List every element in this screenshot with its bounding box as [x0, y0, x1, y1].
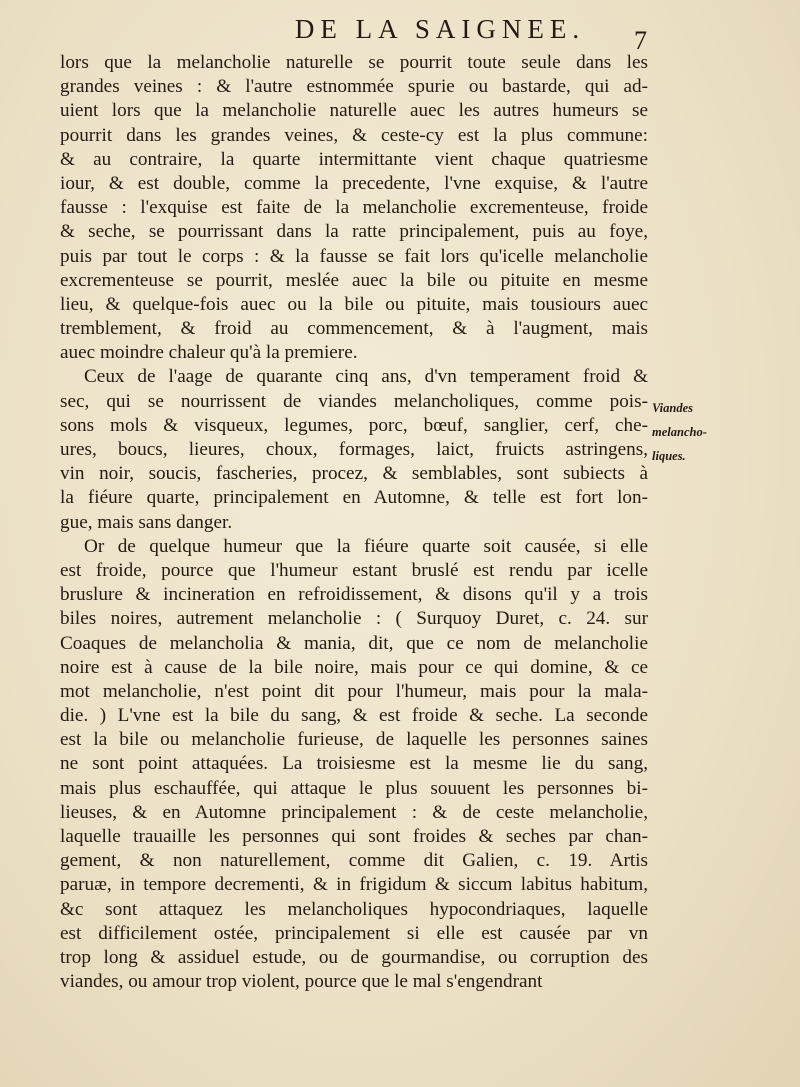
text-line: excrementeuse se pourrit, meslée auec la bile ou pituite en mesme — [60, 269, 648, 291]
text-line: biles noires, autrement melancholie : ( Surquoy Duret, c. 24. sur — [60, 608, 648, 630]
margin-note — [652, 396, 772, 468]
text-line: sons mols & visqueux, legumes, porc, bœuf, sanglier, cerf, che- — [60, 414, 648, 436]
text-line: Ceux de l'aage de quarante cinq ans, d'vn temperament froid & — [84, 366, 648, 388]
margin-note-line: Viandes — [652, 401, 693, 415]
text-line: die. ) L'vne est la bile du sang, & est froide & seche. La seconde — [60, 705, 648, 727]
text-line: ures, boucs, lieures, choux, formages, laict, fruicts astringens, — [60, 439, 648, 460]
text-line: mais plus eschauffée, qui attaque le plus souuent les personnes bi- — [60, 777, 648, 799]
page-number: 7 — [634, 26, 647, 55]
text-line: tremblement, & froid au commencement, & à l'augment, mais — [60, 318, 648, 340]
text-line: Or de quelque humeur que la fiéure quarte soit causée, si elle — [84, 535, 648, 557]
running-header: DE LA SAIGNEE. — [294, 14, 586, 44]
text-line: est la bile ou melancholie furieuse, de laquelle les personnes saines — [60, 729, 648, 751]
text-line: mot melancholie, n'est point dit pour l'humeur, mais pour la mala- — [60, 680, 648, 702]
text-line: auec moindre chaleur qu'à la premiere. — [60, 342, 358, 364]
text-line: ne sont point attaquées. La troisiesme est la mesme lie du sang, — [60, 753, 648, 775]
margin-note-line: melancho- — [652, 425, 707, 439]
text-line: &c sont attaquez les melancholiques hypocondriaques, laquelle — [60, 898, 648, 920]
text-line: noire est à cause de la bile noire, mais pour ce qui domine, & ce — [60, 656, 648, 678]
text-line: gue, mais sans danger. — [60, 511, 233, 533]
text-line: viandes, ou amour trop violent, pource que le mal s'engendrant — [60, 971, 543, 993]
text-line: iour, & est double, comme la precedente, l'vne exquise, & l'autre — [60, 172, 648, 194]
body-text — [60, 51, 648, 994]
text-line: lors que la melancholie naturelle se pourrit toute seule dans les — [60, 52, 648, 73]
text-line: uient lors que la melancholie naturelle auec les autres humeurs se — [60, 100, 648, 122]
text-line: est difficilement ostée, principalement si elle est causée par vn — [60, 922, 648, 944]
margin-note-line: liques. — [652, 449, 686, 463]
text-line: fausse : l'exquise est faite de la melancholie excrementeuse, froide — [60, 197, 648, 219]
text-line: & seche, se pourrissant dans la ratte principalement, puis au foye, — [60, 221, 648, 243]
text-line: grandes veines : & l'autre estnommée spurie ou bastarde, qui ad- — [60, 76, 648, 98]
text-line: lieuses, & en Automne principalement : & de ceste melancholie, — [60, 801, 648, 823]
text-line: est froide, pource que l'humeur estant bruslé est rendu par icelle — [60, 559, 648, 581]
text-line: trop long & assiduel estude, ou de gourmandise, ou corruption des — [60, 946, 648, 968]
text-line: vin noir, soucis, fascheries, procez, & semblables, sont subiects à — [60, 463, 648, 485]
text-line: lieu, & quelque-fois auec ou la bile ou pituite, mais tousiours auec — [60, 293, 648, 315]
text-line: bruslure & incineration en refroidissement, & disons qu'il y a trois — [60, 584, 648, 606]
text-line: gement, & non naturellement, comme dit Galien, c. 19. Artis — [60, 850, 648, 872]
text-line: paruæ, in tempore decrementi, & in frigidum & siccum labitus habitum, — [60, 874, 648, 896]
text-line: Coaques de melancholia & mania, dit, que ce nom de melancholie — [60, 632, 648, 654]
text-line: la fiéure quarte, principalement en Automne, & telle est fort lon- — [60, 487, 648, 509]
text-line: sec, qui se nourrissent de viandes melancholiques, comme pois- — [60, 390, 648, 412]
text-line: & au contraire, la quarte intermittante vient chaque quatriesme — [60, 148, 648, 170]
text-line: puis par tout le corps : & la fausse se fait lors qu'icelle melancholie — [60, 245, 648, 267]
text-line: laquelle trauaille les personnes qui sont froides & seches par chan- — [60, 826, 648, 847]
text-line: pourrit dans les grandes veines, & ceste-cy est la plus commune: — [60, 124, 648, 146]
